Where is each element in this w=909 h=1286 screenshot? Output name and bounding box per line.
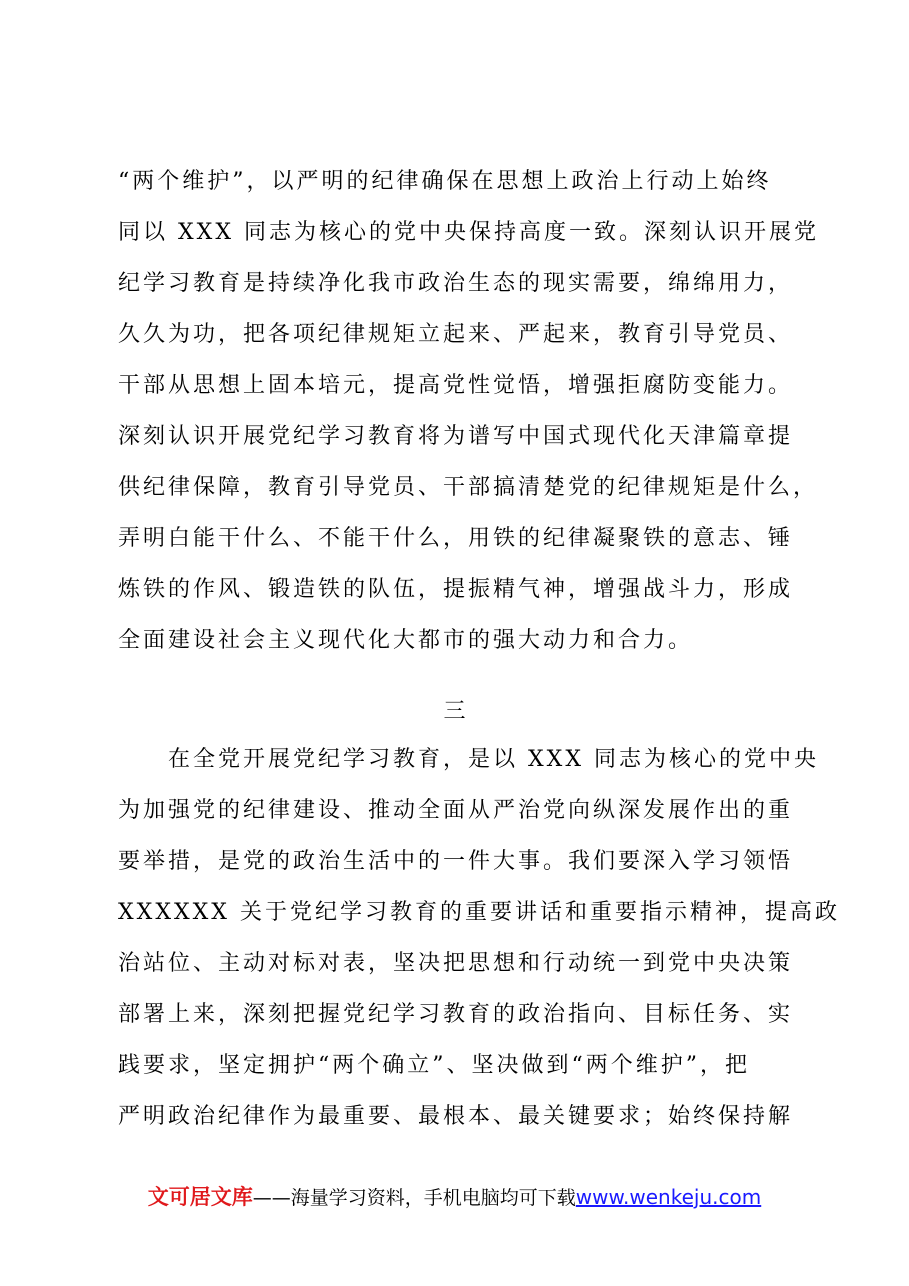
text-line: 纪学习教育是持续净化我市政治生态的现实需要，绵绵用力， [118, 271, 794, 296]
footer-url-link[interactable]: www.wenkeju.com [575, 1185, 762, 1209]
footer-brand: 文可居文库 [147, 1185, 253, 1209]
section-heading: 三 [443, 699, 466, 724]
text-line: 久久为功，把各项纪律规矩立起来、严起来，教育引导党员、 [118, 322, 794, 347]
text-line: 干部从思想上固本培元，提高党性觉悟，增强拒腐防变能力。 [118, 373, 794, 398]
text-line: XXXXXX 关于党纪学习教育的重要讲话和重要指示精神，提高政 [118, 900, 840, 925]
text-line: 全面建设社会主义现代化大都市的强大动力和合力。 [118, 628, 694, 653]
paragraph-1 [118, 156, 819, 666]
text-line: 治站位、主动对标对表，坚决把思想和行动统一到党中央决策 [118, 951, 794, 976]
text-line: “两个维护”，以严明的纪律确保在思想上政治上行动上始终 [118, 169, 772, 194]
footer-banner [0, 1180, 909, 1215]
text-line: 为加强党的纪律建设、推动全面从严治党向纵深发展作出的重 [118, 798, 794, 823]
text-line: 要举措，是党的政治生活中的一件大事。我们要深入学习领悟 [118, 849, 794, 874]
text-line: 炼铁的作风、锻造铁的队伍，提振精气神，增强战斗力，形成 [118, 577, 794, 602]
text-line: 在全党开展党纪学习教育，是以 XXX 同志为核心的党中央 [168, 747, 819, 772]
footer-slogan: ——海量学习资料，手机电脑均可下载 [252, 1187, 576, 1209]
paragraph-2 [118, 734, 840, 1142]
text-line: 严明政治纪律作为最重要、最根本、最关键要求；始终保持解 [118, 1104, 794, 1129]
text-line: 供纪律保障，教育引导党员、干部搞清楚党的纪律规矩是什么， [118, 475, 819, 500]
text-line: 深刻认识开展党纪学习教育将为谱写中国式现代化天津篇章提 [118, 424, 794, 449]
text-line: 同以 XXX 同志为核心的党中央保持高度一致。深刻认识开展党 [118, 220, 819, 245]
text-line: 践要求，坚定拥护“两个确立”、坚决做到“两个维护”，把 [118, 1053, 750, 1078]
text-line: 部署上来，深刻把握党纪学习教育的政治指向、目标任务、实 [118, 1002, 794, 1027]
text-line: 弄明白能干什么、不能干什么，用铁的纪律凝聚铁的意志、锤 [118, 526, 794, 551]
